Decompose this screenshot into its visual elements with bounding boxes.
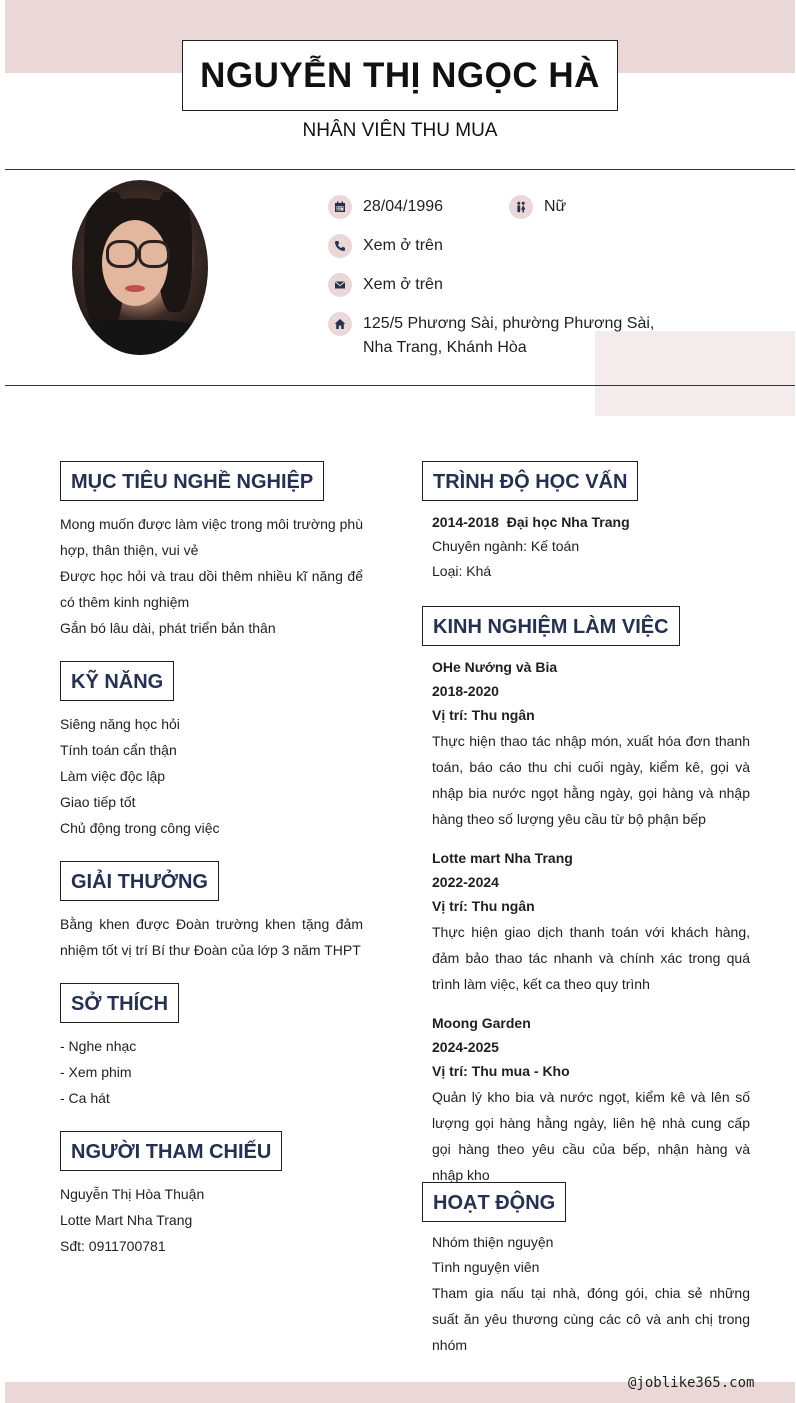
skill-item: Siêng năng học hỏi — [60, 716, 180, 732]
education-major: Chuyên ngành: Kế toán — [432, 538, 580, 554]
education-school: Đại học Nha Trang — [506, 514, 630, 530]
experience-job — [432, 1011, 750, 1188]
home-icon — [328, 312, 352, 336]
experience-job — [432, 655, 750, 832]
education-period: 2014-2018 — [432, 514, 499, 530]
divider-bottom — [5, 385, 795, 386]
watermark: @joblike365.com — [628, 1375, 755, 1391]
awards-content — [60, 911, 363, 963]
job-period: 2018-2020 — [432, 683, 499, 699]
experience-title: KINH NGHIỆM LÀM VIỆC — [422, 606, 680, 646]
hobby-item: - Ca hát — [60, 1090, 110, 1106]
references-title: NGƯỜI THAM CHIẾU — [60, 1131, 282, 1171]
address-row — [328, 312, 688, 360]
phone-value: Xem ở trên — [363, 237, 443, 254]
skill-item: Tính toán cẩn thận — [60, 742, 177, 758]
objective-content — [60, 511, 363, 641]
gender-row — [509, 195, 566, 219]
objective-line: Được học hỏi và trau dồi thêm nhiều kĩ năng để có thêm kinh nghiệm — [60, 568, 363, 610]
skill-item: Chủ động trong công việc — [60, 820, 220, 836]
phone-row — [328, 234, 443, 258]
education-grade: Loại: Khá — [432, 563, 492, 579]
divider-top — [5, 169, 795, 170]
birthday-value: 28/04/1996 — [363, 198, 444, 215]
job-position: Vị trí: Thu mua - Kho — [432, 1063, 570, 1079]
email-row — [328, 273, 443, 297]
awards-title: GIẢI THƯỞNG — [60, 861, 219, 901]
job-position: Vị trí: Thu ngân — [432, 898, 535, 914]
objective-line: Mong muốn được làm việc trong môi trường phù hợp, thân thiện, vui vẻ — [60, 516, 363, 558]
skill-item: Làm việc độc lập — [60, 768, 166, 784]
job-position: Vị trí: Thu ngân — [432, 707, 535, 723]
education-heading — [432, 510, 750, 534]
job-description: Thực hiện thao tác nhập món, xuất hóa đơn thanh toán, báo cáo thu chi cuối ngày, kiểm kê, gọi và nhập bia nước ngọt hằng ngày, gọi hàng và nhập hàng theo số lượng yêu cầu từ bộ phận bếp — [432, 733, 750, 827]
skills-title: KỸ NĂNG — [60, 661, 174, 701]
activities-title: HOẠT ĐỘNG — [422, 1182, 566, 1222]
reference-company: Lotte Mart Nha Trang — [60, 1212, 193, 1228]
job-description: Quản lý kho bia và nước ngọt, kiểm kê và lên số lượng gọi hàng hằng ngày, liên hệ nhà cung cấp gọi hàng theo yêu cầu của bếp, nhận hàng và nhập kho — [432, 1089, 750, 1183]
name-box — [182, 40, 618, 111]
candidate-name: NGUYỄN THỊ NGỌC HÀ — [200, 55, 600, 95]
references-content — [60, 1181, 363, 1259]
job-company: Lotte mart Nha Trang — [432, 850, 573, 866]
activity-role: Tình nguyện viên — [432, 1259, 540, 1275]
envelope-icon — [328, 273, 352, 297]
skills-list — [60, 711, 363, 841]
job-company: OHe Nướng và Bia — [432, 659, 558, 675]
hobby-item: - Nghe nhạc — [60, 1038, 137, 1054]
job-title: NHÂN VIÊN THU MUA — [302, 120, 498, 141]
education-title: TRÌNH ĐỘ HỌC VẤN — [422, 461, 638, 501]
reference-phone: Sđt: 0911700781 — [60, 1238, 166, 1254]
email-value: Xem ở trên — [363, 276, 443, 293]
job-period: 2024-2025 — [432, 1039, 499, 1055]
job-description: Thực hiện giao dịch thanh toán với khách hàng, đảm bảo thao tác nhanh và chính xác trong quá trình làm việc, kết ca theo quy trình — [432, 924, 750, 992]
award-text: Bằng khen được Đoàn trường khen tặng đảm nhiệm tốt vị trí Bí thư Đoàn của lớp 3 năm THPT — [60, 916, 363, 958]
hobbies-list — [60, 1033, 363, 1111]
objective-line: Gắn bó lâu dài, phát triển bản thân — [60, 620, 276, 636]
calendar-icon — [328, 195, 352, 219]
skill-item: Giao tiếp tốt — [60, 794, 136, 810]
people-icon — [509, 195, 533, 219]
objective-title: MỤC TIÊU NGHỀ NGHIỆP — [60, 461, 324, 501]
job-company: Moong Garden — [432, 1015, 531, 1031]
hobby-item: - Xem phim — [60, 1064, 132, 1080]
education-content — [432, 510, 750, 584]
address-value: 125/5 Phương Sài, phường Phương Sài, Nha Trang, Khánh Hòa — [363, 315, 655, 356]
birthday-row — [328, 195, 443, 219]
activities-content — [432, 1230, 750, 1358]
hobbies-title: SỞ THÍCH — [60, 983, 179, 1023]
activity-description: Tham gia nấu tại nhà, đóng gói, chia sẻ những suất ăn yêu thương cùng các cô và anh chị trong nhóm — [432, 1285, 750, 1353]
job-period: 2022-2024 — [432, 874, 499, 890]
phone-icon — [328, 234, 352, 258]
avatar — [72, 180, 208, 355]
experience-job — [432, 846, 750, 997]
reference-name: Nguyễn Thị Hòa Thuận — [60, 1186, 205, 1202]
activity-group: Nhóm thiện nguyện — [432, 1234, 554, 1250]
gender-value: Nữ — [544, 198, 567, 215]
